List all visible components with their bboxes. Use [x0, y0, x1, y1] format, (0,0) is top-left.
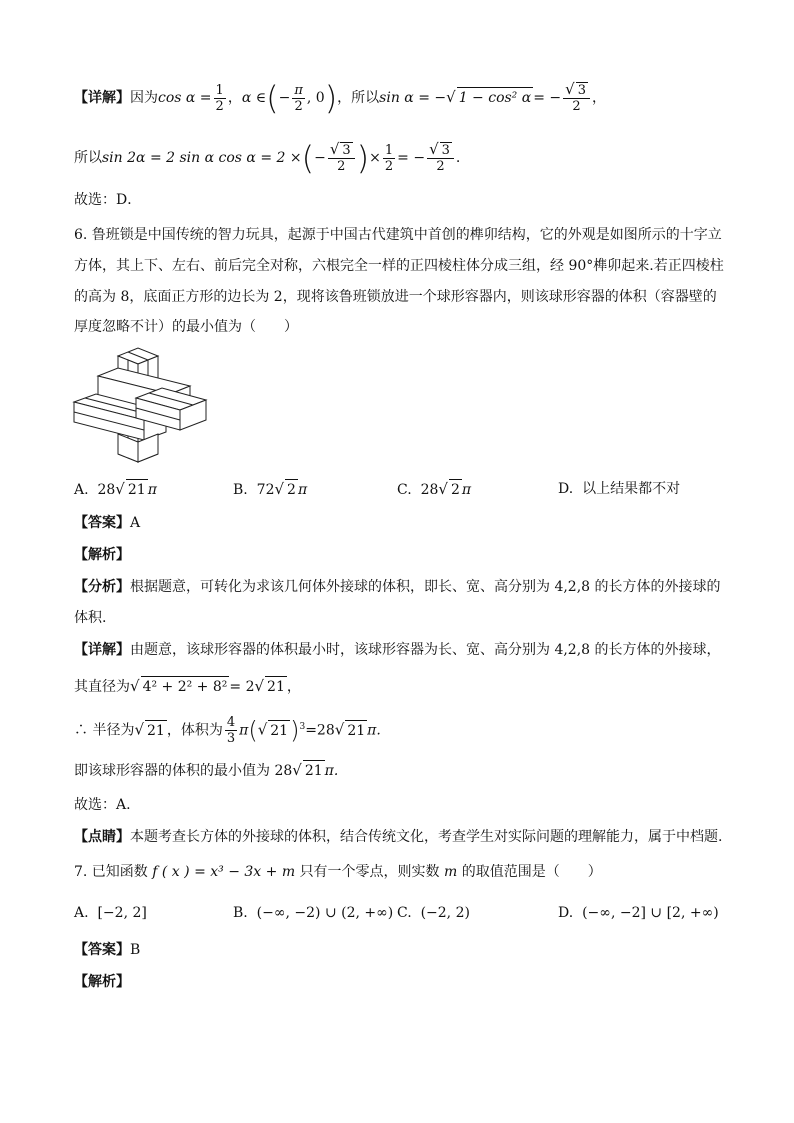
- q6-answer: 【答案】A: [74, 515, 141, 531]
- q6-stem-line3: 的高为 8，底面正方形的边长为 2，现将该鲁班锁放进一个球形容器内，则该球形容器的体积（容器壁的: [74, 289, 717, 305]
- frac-sqrt3-2c: $\frac{√ 3}{2}$: [427, 142, 454, 174]
- q6-option-d[interactable]: D. 以上结果都不对: [558, 481, 681, 497]
- frac-one-half: $\frac{1}{2}$: [215, 82, 224, 114]
- frac-4-3: $\frac{4}{3}$: [226, 715, 236, 746]
- frac-half: $\frac{1}{2}$: [384, 142, 394, 174]
- detail-tag: 【详解】: [74, 90, 130, 106]
- q6-option-c[interactable]: C. 28√ 2 π: [397, 480, 472, 498]
- sin-expr: sin α = −: [379, 90, 447, 106]
- q6-fenxi-line2: 体积.: [74, 610, 107, 626]
- sqrt-one-minus-cos: 1 − cos² α: [457, 87, 534, 108]
- q6-volume-line: ∴ 半径为√ 21 ，体积为 $\frac{4}{3}$ π(√ 21)$^3$=28√ 21 π.: [74, 715, 381, 746]
- q7-option-d[interactable]: D. (−∞, −2] ∪ [2, +∞): [558, 905, 719, 921]
- frac-sqrt3-2b: $\frac{√ 3}{2}$: [328, 142, 355, 174]
- q6-choose: 故选：A.: [74, 797, 131, 813]
- q6-fenxi-line1: 【分析】根据题意，可转化为求该几何体外接球的体积，即长、宽、高分别为 4,2,8 的长方体的外接球的: [74, 579, 721, 595]
- sin2a-expr: sin 2α = 2 sin α cos α = 2 ×: [102, 150, 302, 166]
- cos-expr: cos α =: [158, 90, 212, 106]
- q5-answer: 故选：D．: [74, 192, 142, 208]
- q6-diameter-line: 其直径为√ 4² + 2² + 8² = 2√ 21 ，: [74, 677, 301, 695]
- q7-option-a[interactable]: A. [−2, 2]: [74, 905, 147, 921]
- q7-answer: 【答案】B: [74, 942, 141, 958]
- q6-analysis-tag: 【解析】: [74, 547, 130, 563]
- q5-text: 因为: [130, 90, 158, 106]
- q6-option-a[interactable]: A. 28√ 21 π: [74, 480, 157, 498]
- q6-option-b[interactable]: B. 72√ 2 π: [233, 480, 308, 498]
- q5-detail-line1: 【详解】因为cos α = $\frac{1}{2}$ ，α ∈(− $\frac{\pi}{2}$ , 0)，所以sin α = −√ 1 − cos² α = − $\frac{√ 3}{2}$ ，: [74, 79, 606, 117]
- q6-xiangjie-line1: 【详解】由题意，该球形容器的体积最小时，该球形容器为长、宽、高分别为 4,2,8 的长方体的外接球，: [74, 642, 721, 658]
- q7-option-c[interactable]: C. (−2, 2): [397, 905, 470, 921]
- q6-min-line: 即该球形容器的体积的最小值为 28√ 21 π.: [74, 761, 339, 779]
- q6-dianjing: 【点睛】本题考查长方体的外接球的体积，结合传统文化，考查学生对实际问题的理解能力，属于中档题.: [74, 829, 723, 845]
- q7-function: f ( x ) = x³ − 3x + m: [152, 864, 296, 880]
- q6-stem-line1: 6. 鲁班锁是中国传统的智力玩具，起源于中国古代建筑中首创的榫卯结构，它的外观是如图所示的十字立: [74, 227, 722, 243]
- q7-stem: 7. 已知函数 f ( x ) = x³ − 3x + m 只有一个零点，则实数 m 的取值范围是（ ）: [74, 864, 602, 880]
- q7-option-b[interactable]: B. (−∞, −2) ∪ (2, +∞): [233, 905, 394, 921]
- alpha-in: α ∈: [241, 90, 267, 106]
- frac-sqrt3-2: $\frac{√ 3}{2}$: [563, 82, 590, 114]
- q7-analysis-tag: 【解析】: [74, 974, 130, 990]
- luban-lock-figure: [70, 342, 210, 466]
- q6-stem-line4: 厚度忽略不计）的最小值为（ ）: [74, 319, 298, 335]
- q6-stem-line2: 方体，其上下、左右、前后完全对称，六根完全一样的正四棱柱体分成三组，经 90°榫卯起来.若正四棱柱: [74, 258, 724, 274]
- frac-pi-2: $\frac{\pi}{2}$: [294, 82, 303, 114]
- q5-detail-line2: 所以sin 2α = 2 sin α cos α = 2 ×(− $\frac{√ 3}{2}$ )× $\frac{1}{2}$ = − $\frac{√ 3}{2}$ .: [74, 139, 461, 177]
